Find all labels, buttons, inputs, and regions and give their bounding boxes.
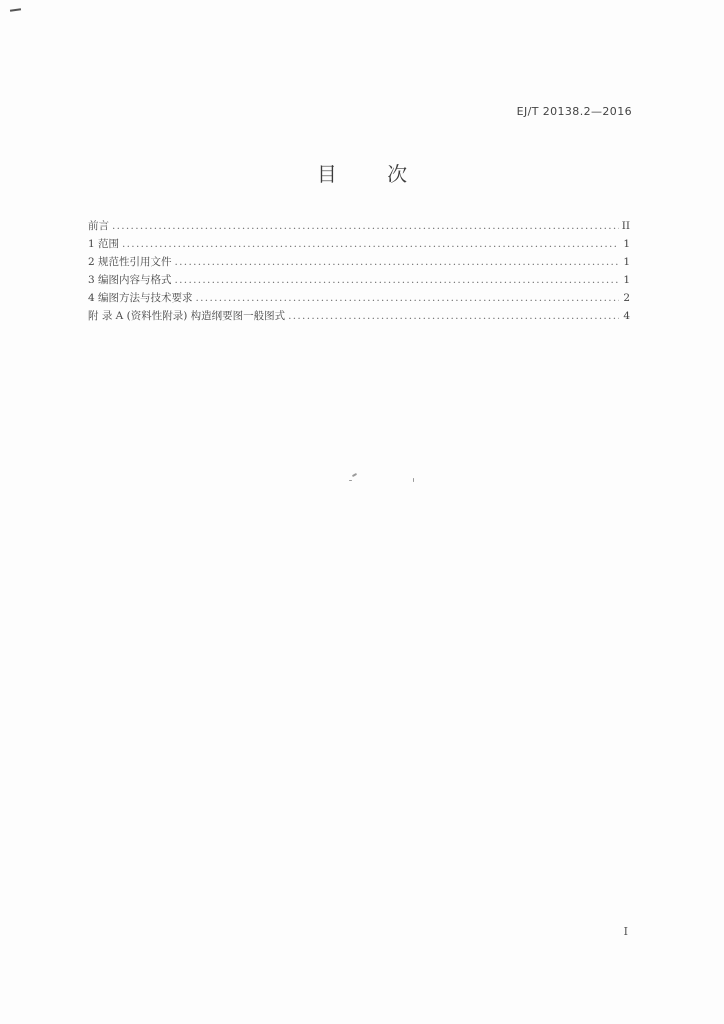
toc-entry-label: 4 编图方法与技术要求 xyxy=(88,292,193,304)
toc-entry-foreword[interactable] xyxy=(88,217,630,235)
page-number: I xyxy=(623,925,628,938)
toc-entry-page: II xyxy=(621,220,630,232)
dot-leader xyxy=(196,289,619,307)
toc-entry-page: 1 xyxy=(623,274,630,286)
dot-leader xyxy=(122,235,619,253)
dot-leader xyxy=(175,271,619,289)
toc-title: 目 次 xyxy=(316,162,430,186)
toc-entry-page: 4 xyxy=(623,310,630,322)
toc-entry-page: 2 xyxy=(623,292,630,304)
toc-entry-label: 3 编图内容与格式 xyxy=(88,274,172,286)
scan-speck xyxy=(413,478,414,482)
table-of-contents xyxy=(88,217,630,325)
scan-speck xyxy=(352,473,357,477)
scan-mark xyxy=(10,8,21,12)
toc-entry-methods-and-requirements[interactable] xyxy=(88,289,630,307)
toc-entry-label: 附 录 A (资料性附录) 构造纲要图一般图式 xyxy=(88,310,286,322)
toc-entry-appendix-a[interactable] xyxy=(88,307,630,325)
document-code: EJ/T 20138.2—2016 xyxy=(516,105,632,118)
dot-leader xyxy=(175,253,619,271)
dot-leader xyxy=(288,307,619,325)
toc-entry-content-and-format[interactable] xyxy=(88,271,630,289)
toc-entry-scope[interactable] xyxy=(88,235,630,253)
toc-entry-label: 2 规范性引用文件 xyxy=(88,256,172,268)
dot-leader xyxy=(112,217,619,235)
toc-entry-page: 1 xyxy=(623,256,630,268)
toc-entry-normative-references[interactable] xyxy=(88,253,630,271)
toc-entry-label: 前言 xyxy=(88,220,109,232)
scan-speck xyxy=(349,480,352,481)
toc-entry-label: 1 范围 xyxy=(88,238,120,250)
toc-entry-page: 1 xyxy=(623,238,630,250)
